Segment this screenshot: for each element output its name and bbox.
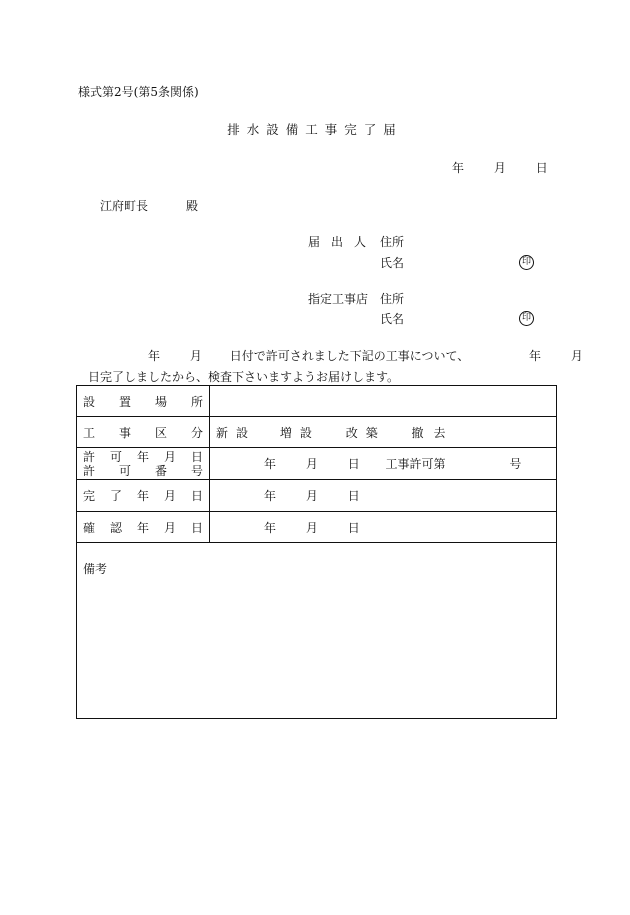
permit-month-label: 月 <box>305 457 318 471</box>
document-title <box>0 124 630 137</box>
completion-month-label: 月 <box>305 489 318 503</box>
permit-number-prefix: 工事許可第 <box>385 457 446 471</box>
notifier-label: 届出人 <box>308 235 378 249</box>
body-text-mid: 日付で許可されました下記の工事について、 <box>229 349 470 363</box>
contractor-label: 指定工事店 <box>308 292 369 306</box>
category-option-new[interactable]: 新設 <box>216 425 257 440</box>
submission-date <box>452 162 548 174</box>
completion-label-char-1: 完 <box>83 489 96 503</box>
completion-label-char-2: 了 <box>109 489 122 503</box>
permit-number-label-char-4: 号 <box>190 463 203 478</box>
completion-day-label: 日 <box>347 489 360 503</box>
form-number: 様式第2号(第5条関係) <box>78 85 199 99</box>
permit-number-label-char-3: 番 <box>154 463 167 478</box>
completion-label-cell <box>77 480 210 512</box>
category-label <box>83 424 203 441</box>
body-month-label: 月 <box>189 349 202 363</box>
permit-date-label-char-3: 年 <box>136 449 149 464</box>
document-title-text: 排水設備工事完了届 <box>227 122 403 137</box>
permit-date-label-char-4: 月 <box>163 449 176 464</box>
remarks-cell[interactable] <box>77 543 557 719</box>
body-text-line1 <box>148 350 583 362</box>
permit-date-label-char-5: 日 <box>190 449 203 464</box>
location-label <box>83 393 203 410</box>
category-label-char-4: 分 <box>190 425 203 440</box>
category-option-renovation[interactable]: 改築 <box>345 425 386 440</box>
confirmation-label-char-4: 月 <box>163 520 176 535</box>
permit-date-label-char-1: 許 <box>83 449 96 464</box>
notifier-name-label: 氏名 <box>380 256 405 270</box>
confirmation-label-char-1: 確 <box>83 520 96 535</box>
contractor-seal-icon: 印 <box>519 311 534 326</box>
construction-form-table <box>76 385 557 719</box>
permit-date-label <box>83 450 203 464</box>
body-month2-label: 月 <box>570 349 583 363</box>
contractor-name-label: 氏名 <box>380 312 405 326</box>
location-row <box>77 386 557 417</box>
completion-label-char-3: 年 <box>136 489 149 503</box>
permit-year-label: 年 <box>264 457 277 471</box>
location-label-cell <box>77 386 210 417</box>
permit-number-label-char-1: 許 <box>83 463 96 478</box>
permit-number-suffix: 号 <box>509 457 522 471</box>
category-option-removal[interactable]: 撤去 <box>411 425 456 440</box>
location-label-char-4: 所 <box>190 394 203 409</box>
category-label-char-1: 工 <box>83 425 96 440</box>
completion-row <box>77 480 557 512</box>
category-label-char-3: 区 <box>154 425 167 440</box>
body-year-label: 年 <box>148 349 161 363</box>
submission-year-label: 年 <box>452 161 465 175</box>
confirmation-row <box>77 512 557 543</box>
addressee-honorific: 殿 <box>186 199 199 213</box>
completion-label-char-4: 月 <box>163 489 176 503</box>
location-value-cell[interactable] <box>210 386 557 417</box>
body-text-line2: 日完了しましたから、検査下さいますようお届けします。 <box>88 370 400 384</box>
confirmation-label-char-5: 日 <box>190 520 203 535</box>
confirmation-value-cell[interactable] <box>210 512 557 543</box>
submission-day-label: 日 <box>535 161 548 175</box>
body-year2-label: 年 <box>529 349 542 363</box>
category-label-cell <box>77 417 210 448</box>
completion-value-cell[interactable] <box>210 480 557 512</box>
confirmation-year-label: 年 <box>264 520 277 535</box>
permit-number-label-char-2: 可 <box>118 463 131 478</box>
permit-row <box>77 448 557 480</box>
notifier-address-label: 住所 <box>380 235 405 249</box>
completion-year-label: 年 <box>264 489 277 503</box>
remarks-label: 備考 <box>83 562 108 576</box>
category-label-char-2: 事 <box>118 425 131 440</box>
permit-date-label-char-2: 可 <box>109 449 122 464</box>
notifier-seal-icon: 印 <box>519 255 534 270</box>
addressee <box>100 200 198 212</box>
remarks-row <box>77 543 557 719</box>
confirmation-label <box>83 519 203 536</box>
category-row <box>77 417 557 448</box>
confirmation-label-char-2: 認 <box>109 520 122 535</box>
location-label-char-2: 置 <box>118 394 131 409</box>
completion-label-char-5: 日 <box>190 489 203 503</box>
location-label-char-3: 場 <box>154 394 167 409</box>
permit-label-cell <box>77 448 210 480</box>
addressee-name: 江府町長 <box>100 199 149 213</box>
contractor-address-label: 住所 <box>380 292 405 306</box>
confirmation-day-label: 日 <box>347 520 360 535</box>
submission-month-label: 月 <box>493 161 506 175</box>
permit-day-label: 日 <box>347 457 360 471</box>
confirmation-label-char-3: 年 <box>136 520 149 535</box>
completion-label <box>83 487 203 504</box>
permit-number-label <box>83 464 203 478</box>
location-label-char-1: 設 <box>83 394 96 409</box>
permit-value-cell[interactable] <box>210 448 557 480</box>
confirmation-label-cell <box>77 512 210 543</box>
category-option-extension[interactable]: 増設 <box>279 425 320 440</box>
confirmation-month-label: 月 <box>305 520 318 535</box>
category-value-cell <box>210 417 557 448</box>
